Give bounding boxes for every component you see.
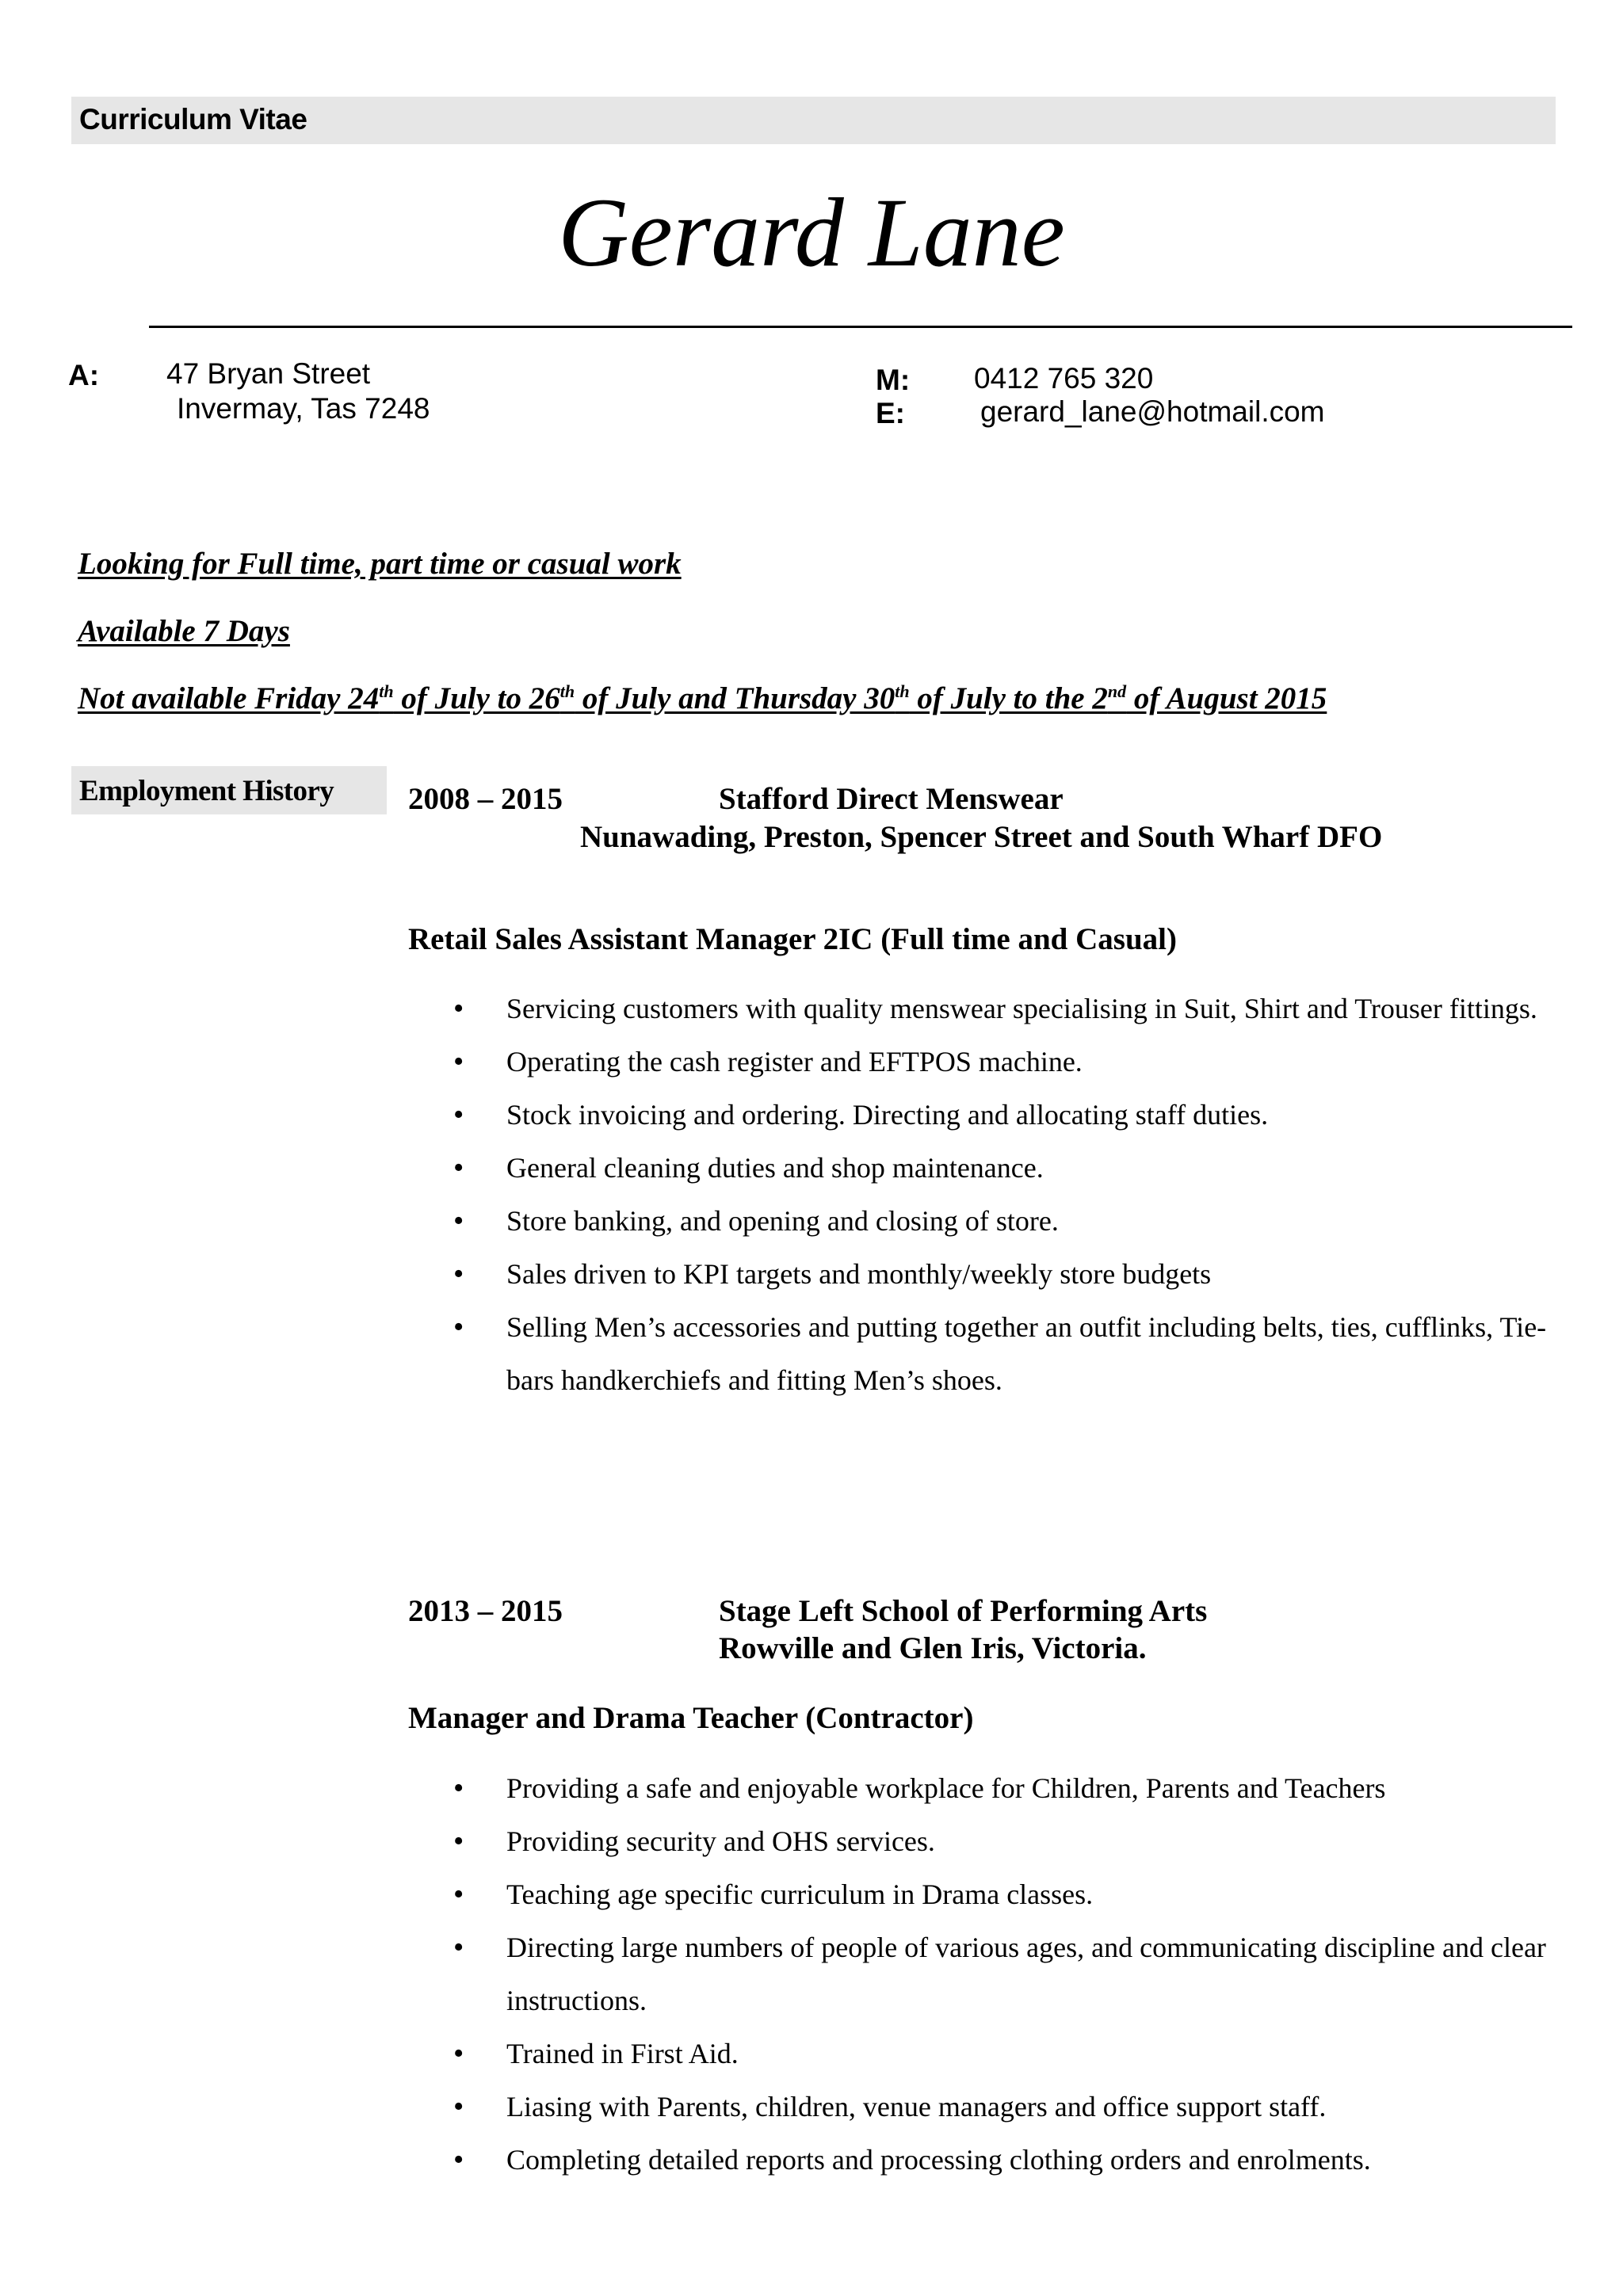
availability-line-3: Not available Friday 24th of July to 26th of July and Thursday 30th of July to the 2nd of August 2015	[78, 681, 1327, 715]
job-2-duties	[408, 1762, 1581, 2187]
list-item: • Providing a safe and enjoyable workplace for Children, Parents and Teachers	[408, 1762, 1581, 1815]
list-item: • Operating the cash register and EFTPOS machine.	[408, 1035, 1581, 1089]
email-address: gerard_lane@hotmail.com	[980, 395, 1325, 428]
job-1-location: Nunawading, Preston, Spencer Street and South Wharf DFO	[580, 820, 1383, 854]
address-label: A:	[68, 359, 100, 391]
mobile-label: M:	[876, 364, 911, 396]
list-item: • Store banking, and opening and closing of store.	[408, 1195, 1581, 1248]
job-2-location: Rowville and Glen Iris, Victoria.	[719, 1631, 1147, 1665]
email-label: E:	[876, 397, 905, 429]
job-1-title: Retail Sales Assistant Manager 2IC (Full time and Casual)	[408, 922, 1177, 956]
job-2-years: 2013 – 2015	[408, 1594, 563, 1628]
list-item: • Completing detailed reports and processing clothing orders and enrolments.	[408, 2134, 1581, 2187]
job-1-employer: Stafford Direct Menswear	[719, 782, 1064, 816]
list-item: • Sales driven to KPI targets and monthly/weekly store budgets	[408, 1248, 1581, 1301]
list-item: • Stock invoicing and ordering. Directing and allocating staff duties.	[408, 1089, 1581, 1142]
list-item: • Teaching age specific curriculum in Drama classes.	[408, 1868, 1581, 1921]
list-item: • General cleaning duties and shop maintenance.	[408, 1142, 1581, 1195]
job-2-title: Manager and Drama Teacher (Contractor)	[408, 1701, 974, 1735]
mobile-number: 0412 765 320	[974, 362, 1154, 395]
availability-line-1: Looking for Full time, part time or casual work	[78, 547, 682, 581]
job-1-duties	[408, 982, 1581, 1407]
address-line-1: 47 Bryan Street	[166, 357, 371, 390]
list-item: • Providing security and OHS services.	[408, 1815, 1581, 1868]
list-item: • Servicing customers with quality menswear specialising in Suit, Shirt and Trouser fittings.	[408, 982, 1581, 1035]
list-item: • Liasing with Parents, children, venue managers and office support staff.	[408, 2081, 1581, 2134]
list-item: • Directing large numbers of people of various ages, and communicating discipline and clear instructions.	[408, 1921, 1581, 2027]
availability-line-2: Available 7 Days	[78, 614, 290, 648]
candidate-name: Gerard Lane	[558, 178, 1065, 287]
cv-banner-label: Curriculum Vitae	[79, 103, 307, 135]
list-item: • Selling Men’s accessories and putting together an outfit including belts, ties, cufflinks, Tie-bars handkerchiefs and fitting Men’s shoes.	[408, 1301, 1581, 1407]
job-1-years: 2008 – 2015	[408, 782, 563, 816]
employment-history-label: Employment History	[79, 775, 334, 807]
job-2-employer: Stage Left School of Performing Arts	[719, 1594, 1208, 1628]
list-item: • Trained in First Aid.	[408, 2027, 1581, 2081]
name-divider	[149, 326, 1572, 328]
address-line-2: Invermay, Tas 7248	[177, 392, 430, 425]
